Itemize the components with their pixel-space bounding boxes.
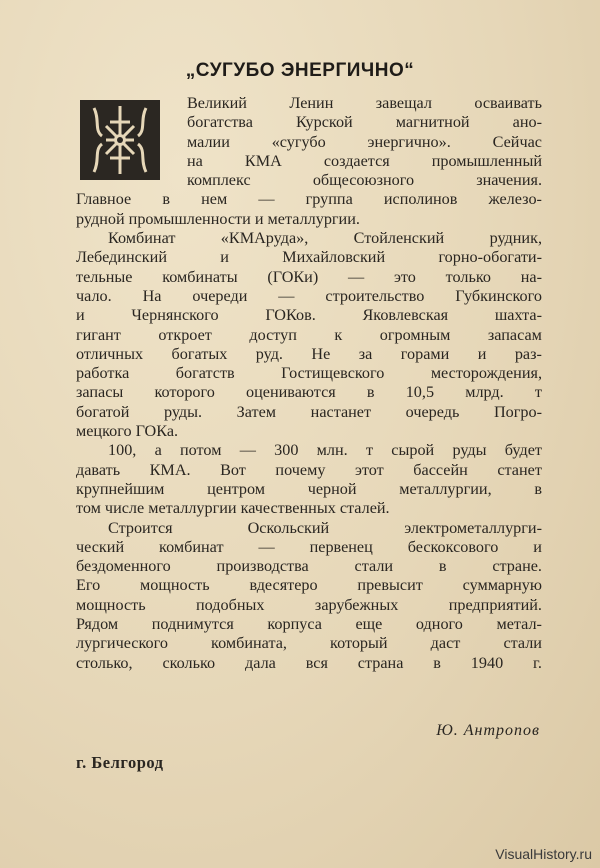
text-line: бездоменного производства стали в стране. — [76, 557, 542, 576]
text-line: Его мощность вдесятеро превысит суммарную — [76, 576, 542, 595]
text-line: 100, а потом — 300 млн. т сырой руды будет — [108, 441, 542, 460]
text-line: мощность подобных зарубежных предприятий. — [76, 595, 542, 614]
text-line: отличных богатых руд. Не за горами и раз- — [76, 344, 542, 363]
text-line: Строится Оскольский электрометаллурги- — [108, 518, 542, 537]
author-signature: Ю. Антропов — [436, 722, 540, 739]
text-line: ческий комбинат — первенец бескоксового и — [76, 537, 542, 556]
article-title: „СУГУБО ЭНЕРГИЧНО“ — [185, 60, 415, 81]
text-line: крупнейшим центром черной металлургии, в — [76, 479, 542, 498]
text-line: мецкого ГОКа. — [76, 422, 179, 441]
city-dateline: г. Белгород — [76, 753, 164, 772]
text-line: столько, сколько дала вся страна в 1940 г. — [76, 653, 542, 672]
text-line: малии «сугубо энергично». Сейчас — [187, 132, 542, 151]
watermark: VisualHistory.ru — [495, 846, 592, 862]
text-line: работка богатств Гостищевского месторождения, — [76, 364, 542, 383]
text-line: богатой руды. Затем настанет очередь Погро- — [76, 402, 542, 421]
text-line: тельные комбинаты (ГОКи) — это только на- — [76, 267, 542, 286]
text-line: на КМА создается промышленный — [187, 151, 542, 170]
text-line: гигант откроет доступ к огромным запасам — [76, 325, 542, 344]
text-line: чало. На очереди — строительство Губкинского — [76, 286, 542, 305]
text-line: Главное в нем — группа исполинов железо- — [76, 190, 542, 209]
text-line: запасы которого оцениваются в 10,5 млрд. т — [76, 383, 542, 402]
text-line: лургического комбината, который даст стали — [76, 634, 542, 653]
article-body — [76, 94, 542, 673]
text-line: Комбинат «КМАруда», Стойленский рудник, — [108, 229, 542, 248]
text-line: том числе металлургии качественных сталей. — [76, 499, 390, 518]
text-line: богатства Курской магнитной ано- — [187, 113, 542, 132]
text-line: рудной промышленности и металлургии. — [76, 209, 360, 228]
text-line: Великий Ленин завещал осваивать — [187, 94, 542, 112]
text-line: комплекс общесоюзного значения. — [187, 171, 542, 190]
text-line: давать КМА. Вот почему этот бассейн станет — [76, 460, 542, 479]
text-line: Рядом поднимутся корпуса еще одного метал- — [76, 615, 542, 634]
text-line: Лебединский и Михайловский горно-обогати- — [76, 248, 542, 267]
text-line: и Чернянского ГОКов. Яковлевская шахта- — [76, 306, 542, 325]
